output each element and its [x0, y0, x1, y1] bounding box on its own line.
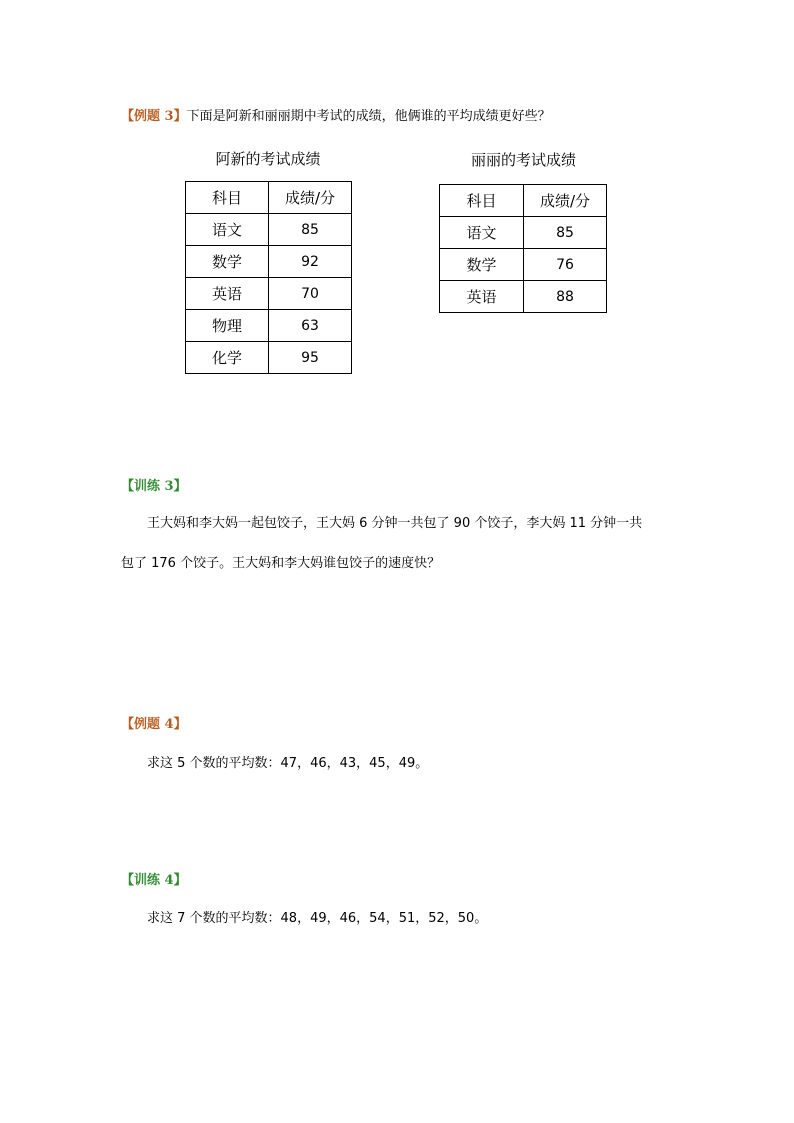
score-cell: 88 [524, 281, 607, 313]
example3-heading [121, 108, 551, 126]
header-score: 成绩/分 [269, 182, 352, 214]
score-cell: 63 [269, 310, 352, 342]
table-row [186, 246, 352, 278]
table-row [186, 214, 352, 246]
subject-cell: 英语 [186, 278, 269, 310]
practice4-text: 求这 7 个数的平均数：48，49，46，54，51，52，50。 [147, 911, 488, 926]
practice3-line2: 包了 176 个饺子。王大妈和李大妈谁包饺子的速度快？ [121, 556, 441, 571]
table-row [440, 249, 607, 281]
example3-tag: 【例题 3】 [121, 109, 187, 124]
header-score: 成绩/分 [524, 185, 607, 217]
table-row [186, 310, 352, 342]
example4-tag: 【例题 4】 [121, 717, 187, 732]
score-cell: 76 [524, 249, 607, 281]
table-row [186, 278, 352, 310]
practice3-line1: 王大妈和李大妈一起包饺子，王大妈 6 分钟一共包了 90 个饺子，李大妈 11 分钟一共 [147, 516, 643, 531]
practice3-tag: 【训练 3】 [121, 479, 187, 494]
axin-score-table [185, 181, 352, 374]
lili-table-caption: 丽丽的考试成绩 [470, 151, 576, 169]
subject-cell: 数学 [440, 249, 524, 281]
header-subject: 科目 [186, 182, 269, 214]
table-header-row [186, 182, 352, 214]
header-subject: 科目 [440, 185, 524, 217]
score-cell: 70 [269, 278, 352, 310]
subject-cell: 数学 [186, 246, 269, 278]
table-row [440, 217, 607, 249]
example4-text: 求这 5 个数的平均数：47，46，43，45，49。 [147, 756, 429, 771]
score-cell: 85 [269, 214, 352, 246]
example3-question: 下面是阿新和丽丽期中考试的成绩，他俩谁的平均成绩更好些？ [186, 109, 551, 124]
subject-cell: 语文 [186, 214, 269, 246]
subject-cell: 物理 [186, 310, 269, 342]
table-row [440, 281, 607, 313]
axin-table-caption: 阿新的考试成绩 [215, 150, 321, 168]
subject-cell: 英语 [440, 281, 524, 313]
table-header-row [440, 185, 607, 217]
subject-cell: 语文 [440, 217, 524, 249]
score-cell: 95 [269, 342, 352, 374]
score-cell: 85 [524, 217, 607, 249]
table-row [186, 342, 352, 374]
lili-score-table [439, 184, 607, 313]
practice4-tag: 【训练 4】 [121, 873, 187, 888]
subject-cell: 化学 [186, 342, 269, 374]
score-cell: 92 [269, 246, 352, 278]
